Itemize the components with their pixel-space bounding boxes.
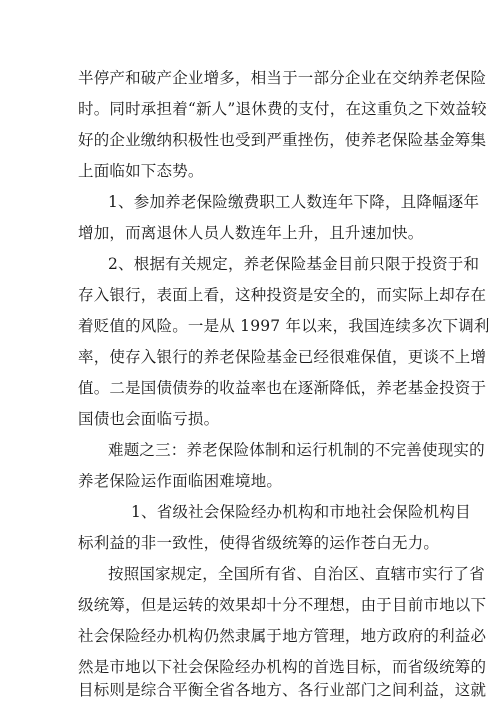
text-line: 值。二是国债债券的收益率也在逐渐降低，养老基金投资于 [78, 379, 487, 397]
text-line: 养老保险运作面临困难境地。 [78, 472, 283, 490]
text-line: 2、根据有关规定，养老保险基金目前只限于投资于和 [108, 255, 480, 273]
text-line: 存入银行，表面上看，这种投资是安全的，而实际上却存在 [78, 286, 487, 304]
text-line: 标利益的非一致性，使得省级统筹的运作苍白无力。 [78, 534, 440, 552]
text-line: 着贬值的风险。一是从 1997 年以来，我国连续多次下调利 [78, 317, 490, 335]
text-line: 按照国家规定，全国所有省、自治区、直辖市实行了省 [108, 565, 485, 583]
text-line: 1、省级社会保险经办机构和市地社会保险机构目 [131, 503, 471, 521]
text-line: 级统筹，但是运转的效果却十分不理想，由于目前市地以下 [78, 596, 487, 614]
text-line: 然是市地以下社会保险经办机构的首选目标，而省级统筹的 [78, 658, 487, 676]
text-line: 社会保险经办机构仍然隶属于地方管理，地方政府的利益必 [78, 627, 487, 645]
text-line: 国债也会面临亏损。 [78, 410, 220, 428]
text-line: 目标则是综合平衡全省各地方、各行业部门之间利益，这就 [78, 681, 487, 699]
text-line: 半停产和破产企业增多，相当于一部分企业在交纳养老保险 [78, 69, 487, 87]
text-line: 1、参加养老保险缴费职工人数连年下降，且降幅逐年 [108, 193, 480, 211]
text-line: 上面临如下态势。 [78, 162, 204, 180]
text-line: 增加，而离退休人员人数连年上升，且升速加快。 [78, 224, 424, 242]
text-line: 率，使存入银行的养老保险基金已经很难保值，更谈不上增 [78, 348, 487, 366]
text-line: 好的企业缴纳积极性也受到严重挫伤，使养老保险基金筹集 [78, 131, 487, 149]
text-line: 难题之三：养老保险体制和运行机制的不完善使现实的 [108, 441, 485, 459]
text-line: 时。同时承担着“新人”退休费的支付，在这重负之下效益较 [78, 100, 487, 118]
